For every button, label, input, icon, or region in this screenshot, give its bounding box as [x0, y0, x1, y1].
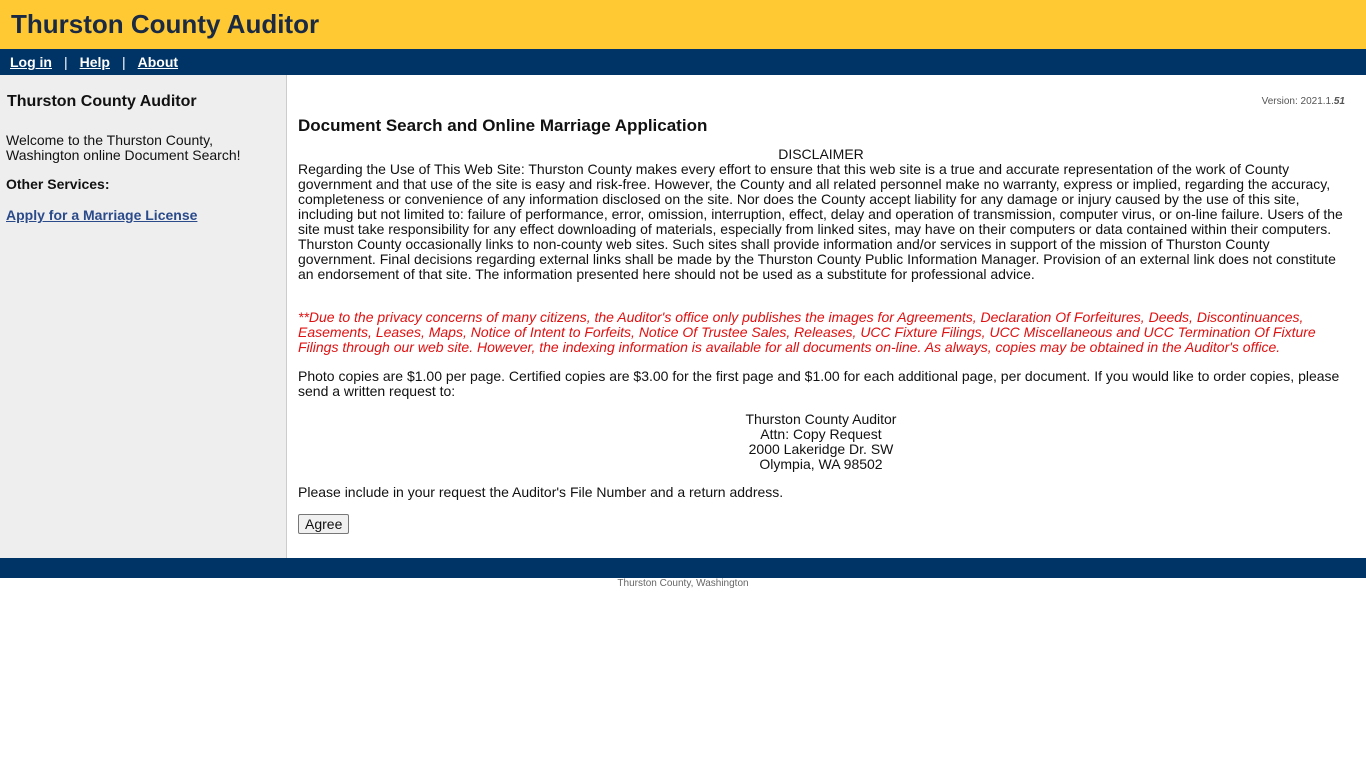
help-link[interactable]: Help: [79, 54, 110, 70]
marriage-license-link[interactable]: Apply for a Marriage License: [6, 207, 198, 223]
footer-text: Thurston County, Washington: [617, 578, 749, 589]
disclaimer-title: DISCLAIMER: [778, 146, 864, 162]
mailing-address: [298, 412, 1344, 472]
nav-separator: |: [64, 54, 68, 70]
nav-separator: |: [121, 54, 126, 70]
login-link[interactable]: Log in: [10, 54, 52, 70]
address-line: Thurston County Auditor: [745, 411, 897, 427]
include-note: Please include in your request the Auditor's File Number and a return address.: [298, 484, 784, 500]
version-label: [298, 96, 1345, 107]
privacy-notice: **Due to the privacy concerns of many citizens, the Auditor's office only publishes the images for Agreements, Declaration Of Forfeitures, Deeds, Discontinuances, Easements, Leases, Maps, Notice of Intent to Forfeits, Notice Of Trustee Sales, Releases, UCC Fixture Filings, UCC Miscellaneous and UCC Termination Of Fixture Filings through our web site. However, the indexing information is available for all documents on-line. As always, copies may be obtained in the Auditor's office.: [298, 309, 1316, 355]
about-link[interactable]: About: [137, 54, 179, 70]
version-number: Version: 2021.1.: [1261, 96, 1334, 107]
disclaimer-body: Regarding the Use of This Web Site: Thurston County makes every effort to ensure that this web site is a true and accurate representation of the work of County government and that use of the site is easy and risk-free. However, the County and all related personnel make no warranty, express or implied, regarding the accuracy, completeness or convenience of any information disclosed on the site. Nor does the County accept liability for any damage or injury caused by the use of this site, including but not limited to: failure of performance, error, omission, interruption, effect, delay and operation of transmission, computer virus, or on-line failure. Users of the site must take responsibility for any effect downloading of materials, especially from linked sites, may have on their computers or data contained within their computers. Thurston County occasionally links to non-county web sites. Such sites shall provide information and/or services in support of the mission of Thurston County government. Final decisions regarding external links shall be made by the Thurston County Public Information Manager. Provision of an external link does not constitute an endorsement of that site. The information presented here should not be used as a substitute for professional advice.: [298, 161, 1343, 282]
site-title: Thurston County Auditor: [11, 9, 320, 39]
top-nav: [0, 49, 1366, 75]
main-content: [287, 75, 1366, 558]
sidebar: [0, 75, 287, 558]
address-line: Attn: Copy Request: [760, 426, 882, 442]
other-services-heading: Other Services:: [6, 176, 110, 192]
copy-fees-text: Photo copies are $1.00 per page. Certified copies are $3.00 for the first page and $1.00 for each additional page, per document. If you would like to order copies, please send a written request to:: [298, 368, 1340, 399]
address-line: Olympia, WA 98502: [759, 456, 883, 472]
welcome-text: Welcome to the Thurston County, Washington online Document Search!: [6, 132, 241, 163]
page-heading: Document Search and Online Marriage Application: [298, 116, 708, 135]
sidebar-title: Thurston County Auditor: [7, 93, 197, 110]
footer-bar: [0, 558, 1366, 578]
site-header: [0, 0, 1366, 49]
address-line: 2000 Lakeridge Dr. SW: [748, 441, 894, 457]
agree-button[interactable]: Agree: [298, 514, 349, 534]
version-suffix: 51: [1333, 96, 1345, 107]
content-wrapper: [0, 75, 1366, 558]
